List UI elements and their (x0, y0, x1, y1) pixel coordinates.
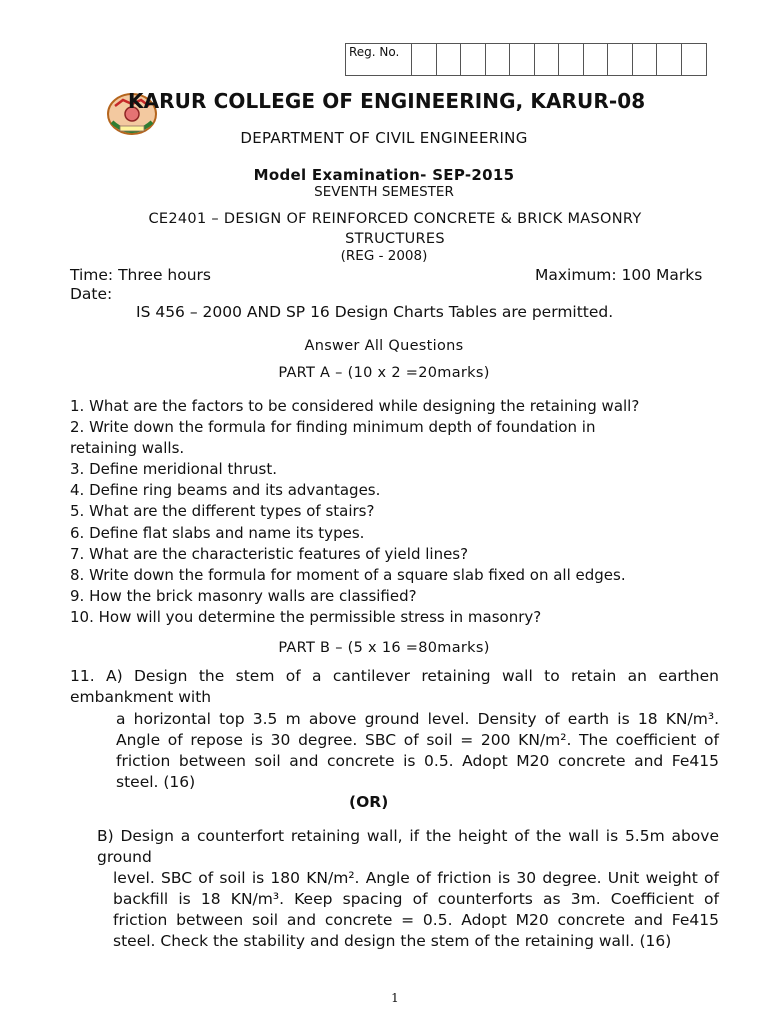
reg-cell (535, 44, 560, 75)
list-item: 4. Define ring beams and its advantages. (70, 481, 381, 500)
reg-cell (682, 44, 707, 75)
question-11a-heading: 11. A) Design the stem of a cantilever retaining wall to retain an earthen embankment with (70, 667, 719, 706)
reg-cell (608, 44, 633, 75)
course-title: CE2401 – DESIGN OF REINFORCED CONCRETE & BRICK MASONRY STRUCTURES (148, 211, 642, 247)
reg-cell (657, 44, 682, 75)
question-11a-body: a horizontal top 3.5 m above ground level. Density of earth is 18 KN/m³. Angle of repose is 30 degree. SBC of soil = 200 KN/m². The coefficient of friction between soil and concrete is 0.5. Adopt M20 concrete and Fe415 steel. (16) (116, 710, 719, 791)
reg-cell (461, 44, 486, 75)
or-separator: (OR) (349, 793, 389, 811)
reg-cell (559, 44, 584, 75)
department-title: DEPARTMENT OF CIVIL ENGINEERING (240, 129, 528, 147)
reg-cell (510, 44, 535, 75)
reg-cell (412, 44, 437, 75)
question-11b-body: level. SBC of soil is 180 KN/m². Angle of friction is 30 degree. Unit weight of backfill is 18 KN/m³. Keep spacing of counterforts as 3m. Coefficient of friction between soil and concrete = 0.5. Adopt M20 concrete and Fe415 steel. Check the stability and design the stem of the retaining wall. (16) (113, 869, 719, 950)
exam-title: Model Examination- SEP-2015 (253, 166, 515, 184)
reg-number-box (345, 43, 707, 76)
reg-cell (486, 44, 511, 75)
part-a-question-list (70, 396, 730, 628)
list-item: 3. Define meridional thrust. (70, 460, 278, 479)
reg-cell (437, 44, 462, 75)
maximum-marks: Maximum: 100 Marks (535, 266, 703, 284)
exam-duration: Time: Three hours (70, 266, 211, 284)
page-number: 1 (391, 991, 399, 1005)
question-11b-heading: B) Design a counterfort retaining wall, if the height of the wall is 5.5m above ground (97, 827, 719, 866)
exam-date: Date: (70, 285, 113, 303)
part-a-title: PART A – (10 x 2 =20marks) (278, 365, 490, 381)
regulation-label: (REG - 2008) (340, 248, 428, 264)
list-item: 8. Write down the formula for moment of a square slab fixed on all edges. (70, 565, 626, 584)
list-item: 1. What are the factors to be considered while designing the retaining wall? (70, 397, 640, 415)
list-item: retaining walls. (70, 439, 185, 458)
college-title: KARUR COLLEGE OF ENGINEERING, KARUR-08 (128, 89, 646, 113)
semester-label: SEVENTH SEMESTER (314, 184, 454, 200)
list-item: 5. What are the different types of stairs? (70, 502, 375, 521)
instructions: Answer All Questions (304, 338, 464, 354)
list-item: 10. How will you determine the permissible stress in masonry? (70, 607, 542, 626)
part-b-title: PART B – (5 x 16 =80marks) (278, 640, 490, 656)
list-item: 7. What are the characteristic features of yield lines? (70, 544, 469, 563)
reg-cell (584, 44, 609, 75)
list-item: 9. How the brick masonry walls are classified? (70, 586, 417, 605)
reg-cell (633, 44, 658, 75)
permitted-materials: IS 456 – 2000 AND SP 16 Design Charts Tables are permitted. (136, 303, 614, 321)
reg-number-label: Reg. No. (346, 44, 412, 75)
list-item: 2. Write down the formula for finding minimum depth of foundation in (70, 418, 596, 437)
list-item: 6. Define flat slabs and name its types. (70, 523, 365, 542)
